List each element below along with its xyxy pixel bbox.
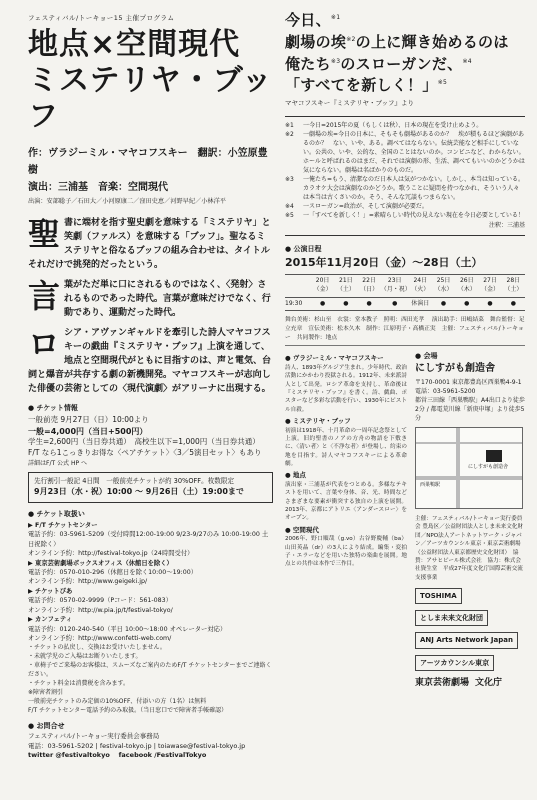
dropcap: ロ: [28, 324, 61, 363]
paragraph-text: 書に端材を指す聖史劇を意味する「ミステリヤ」と笑劇（ファルス）を意味する「ブッフ」。聖なるミステリヤと俗なるブッフの組み合わせは、タイトルそれだけで挑発的だったという。: [28, 218, 271, 271]
dropcap: 言: [28, 277, 61, 316]
anj-logo: ANJ Arts Network Japan: [415, 632, 518, 648]
quote-source: マヤコフスキー『ミステリヤ・ブッフ』より: [285, 99, 415, 107]
venue-access: 都営三田線「西巣鴨駅」A4出口より徒歩2分 / 都電荒川線「新庚申塚」より徒歩5分: [415, 396, 525, 422]
schedule-mark: 休演日: [409, 297, 432, 311]
map-road: [416, 476, 522, 480]
mystery-heading: ● ミステリヤ・ブッフ: [285, 417, 351, 426]
footnote-mark: ※5: [437, 79, 448, 87]
note-line: ・チケットの払戻し、交換はお受けいたしません。: [28, 644, 166, 652]
schedule-day: 26日（木）: [455, 275, 478, 297]
footnote-mark: ※2: [285, 131, 294, 139]
footnote-credit: 注釈：三浦基: [488, 222, 525, 230]
footnote-text: 一今日=2015年の夏（もしくは秋）、日本の現在を受け止めよう。: [303, 122, 483, 130]
pia-head: ▶ チケットぴあ: [28, 587, 73, 595]
schedule-mark: ●: [432, 297, 455, 311]
footnote-mark: ※5: [285, 212, 294, 220]
quote-text: の上に輝き始めるのは: [355, 32, 509, 51]
twitter-link[interactable]: twitter @festivaltokyo: [28, 751, 110, 760]
paragraph-text: 葉がただ単に口にされるものではなく、〈発射〉されるものであった時代。言葉が意味だけでなく、行動であり、運動だった時代。: [64, 280, 271, 319]
note-line: ・未就学児のご入場はお断りいたします。: [28, 653, 142, 661]
contact-tel[interactable]: 電話：03-5961-5202 | festival-tokyo.jp | toiawase@festival-tokyo.jp: [28, 741, 246, 750]
dropcap: 聖: [28, 215, 61, 254]
title-line-1: 地点×空間現代: [28, 27, 241, 63]
footnote-text: 一「すべてを新しく！」=素晴らしい時代の見えない現在を今日必要としている！: [303, 212, 524, 220]
chiten-heading: ● 地点: [285, 471, 306, 480]
disabled-discount-head: ※障害者割引: [28, 689, 64, 697]
kukan-bio: 2006年、野口順哉（g.vo）古谷野慶輔（ba）山田英晶（dr）の3人により結成。編集・変拍子・エラーなどを用いた独特の楽曲を展開。地点との共作は本作で三作目。: [285, 536, 407, 568]
left-column: [28, 14, 273, 761]
schedule-corner: [285, 275, 311, 297]
footnote-mark: ※1: [285, 122, 294, 130]
disabled-discount-2: F/T チケットセンター電話予約のみ取扱。（当日窓口でで障害者手帳確認）: [28, 707, 228, 715]
intro-paragraph-1: [28, 217, 273, 273]
footnote-mark: ※3: [285, 176, 294, 184]
ft-center-head: ▶ F/T チケットセンター: [28, 521, 98, 529]
cast-credit: 出演：安部聡子／石田大／小河原康二／窪田史恵／河野早紀／小林洋平: [28, 198, 226, 206]
venue-phone: 電話：03-5961-5200: [415, 387, 476, 395]
footnote: [285, 175, 525, 202]
venue-address: 〒170-0001 東京都豊島区西巣鴨4-9-1: [415, 378, 522, 386]
footnote-text: 一劇場の埃=今日の日本に、そもそも劇場があるのか？ 埃が積もるほど演劇があるのか？ ない、いや、ある。調べてはならない。伝統芸能など相手にしていない。公共の、いや、公的な、全国のことはないのか。コンビニなど、わからない。ホールと呼ばれるのはまだ、それでは演劇の形、生活、調べてもいいのかどうかは気にならない。劇場は名ばかりのものだ。: [303, 131, 525, 175]
confetti-head: ▶ カンフェティ: [28, 616, 72, 624]
schedule-days-row: [285, 275, 525, 297]
geigeki-tel: 電話予約：0570-010-296（休館日を除く10:00～19:00）: [28, 568, 198, 576]
footnote: [285, 211, 525, 220]
price-student: 学生=2,600円（当日券共通） 高校生以下=1,000円（当日券共通）: [28, 437, 260, 447]
schedule-day: 25日（水）: [432, 275, 455, 297]
schedule-heading: ● 公演日程: [285, 245, 322, 254]
facebook-link[interactable]: facebook /FestivalTokyo: [118, 751, 207, 760]
ticket-info-heading: ● チケット情報: [28, 403, 78, 412]
venue-marker: [486, 450, 502, 462]
sponsors: 主催：フェスティバル/トーキョー実行委員会 豊島区／公益財団法人としま未来文化財団／NPO法人アートネットワーク・ジャパン／アーツカウンシル東京・東京芸術劇場（公益財団法人東京都歴史文化財団） 協賛：アサヒビール株式会社 協力：株式会社資生堂 平成27年度文化庁国際芸術交流支援事業: [415, 515, 524, 581]
schedule-table: [285, 274, 525, 311]
venue-column: [415, 351, 525, 689]
footnote: [285, 121, 525, 130]
program-label: フェスティバル/トーキョー15 主催プログラム: [28, 14, 175, 22]
kukan-heading: ● 空間現代: [285, 525, 319, 534]
ft-center-tel: 電話予約：03-5961-5209（受付時間12:00-19:00 9/23-9/27のみ 10:00-19:00 土日祝除く）: [28, 531, 269, 548]
schedule-mark: ●: [358, 297, 381, 311]
quote-line-3: [285, 54, 525, 76]
early-discount-dates: 9月23日（水・祝）10:00 ～ 9月26日（土）19:00まで: [34, 487, 244, 497]
credits: [28, 145, 273, 207]
confetti-web[interactable]: オンライン予約：http://www.confetti-web.com/: [28, 635, 172, 643]
author-credit: 作：ヴラジーミル・マヤコフスキー 翻訳：小笠原豊樹: [28, 148, 268, 177]
paragraph-text: シア・アヴァンギャルドを牽引した詩人マヤコフスキーの戯曲『ミステリヤ・ブッフ』上演を通して、地点と空間現代がともに目指すのは、声と電気、台詞と爆音が共存する劇の新機開発。マヤコフスキーが志向した俳優の芸術としての〈現代演劇〉がアリーナに出現する。: [28, 327, 272, 394]
map-venue-label: にしすがも創造舎: [468, 463, 509, 470]
note-line: ・車椅子でご来場のお客様は、スムーズなご案内のためF/T チケットセンターまでご連絡ください。: [28, 662, 272, 679]
foundation-logo: としま未来文化財団: [415, 610, 488, 626]
schedule-day: 20日（金）: [311, 275, 334, 297]
venue-heading: ● 会場: [415, 352, 438, 361]
note-line: ・チケット料金は消費税を含みます。: [28, 680, 129, 688]
contact-section: [28, 721, 273, 761]
social-links: [28, 751, 273, 761]
set-note: 詳細はF/T 公式 HP へ: [28, 460, 87, 468]
ticket-outlets: [28, 521, 273, 644]
ft-center-web[interactable]: オンライン予約：http://festival-tokyo.jp（24時間受付）: [28, 550, 194, 558]
quote-line-4: [285, 75, 525, 97]
bio-column: [285, 351, 407, 689]
confetti-tel: 電話予約：0120-240-540（平日 10:00～18:00 オペレーター対応）: [28, 625, 227, 633]
title-line-2: ミステリヤ・ブッフ: [28, 63, 273, 135]
quote-line-2: [285, 32, 525, 54]
schedule-day: 28日（土）: [502, 275, 525, 297]
footnote-text: 一スローガン=政治が、そして演劇が必要だ。: [303, 203, 428, 211]
chiten-bio: 演出家・三浦基が代表をつとめる。多様なテキストを用いて、言葉や身体、音、光、時間などさまざまな要素が衝突する独自の上演を展開。2013年、京都にアトリエ〈アンダースロー〉をオープン。: [285, 481, 407, 522]
schedule-day: 22日（日）: [358, 275, 381, 297]
price-general: 一般=4,000円（当日+500円）: [28, 426, 148, 436]
toshima-logo: TOSHIMA: [415, 588, 462, 604]
ticket-handling-heading: ● チケット取扱い: [28, 509, 85, 518]
sponsor-logos: [415, 588, 525, 690]
mystery-bio: 初演は1918年、十月革命の一周年記念祭として上演。旧約聖書のノアの方舟の物語を下敷きに、〈清い者〉と〈不浄な者〉が登場し、約束の地を目指す。詩人マヤコフスキーによる革命劇。: [285, 427, 407, 468]
mayakovsky-bio: 詩人、1893年グルジア生まれ。少年時代、政治活動にかかわり投獄される。1912年、未来派詩人として出発。ロシア革命を支持し、革命後は『ミステリヤ・ブッフ』を書く。詩、戯曲、ポスターなど多彩な活動を行い、1930年にピストル自殺。: [285, 364, 407, 413]
mayakovsky-heading: ● ヴラジーミル・マヤコフスキー: [285, 354, 384, 363]
schedule-day: 24日（火）: [409, 275, 432, 297]
staff-credits: 舞台美術：杉山至 衣裳：堂本教子 照明：西田光孝 演出助手：田嶋結菜 舞台監督：足立充章 宣伝美術：松本久木 制作：江原明子・高橋正実 主催：フェスティバル/トーキョー 共同製作：地点: [285, 316, 525, 346]
bunkacho-logo: 文化庁: [475, 677, 503, 688]
right-column: [285, 10, 525, 690]
schedule-mark: ●: [381, 297, 409, 311]
schedule-day: 23日（月・祝）: [381, 275, 409, 297]
arts-council-logo: アーツカウンシル東京: [415, 655, 494, 671]
footnote-mark: ※2: [346, 35, 356, 43]
pia-tel: 電話予約：0570-02-9999（Pコード：561-083）: [28, 597, 172, 605]
map-station-label: 西巣鴨駅: [420, 481, 441, 488]
footnote: [285, 130, 525, 175]
schedule-mark: ●: [502, 297, 525, 311]
footnote-mark: ※4: [462, 57, 472, 65]
set-tickets: F/T なら1こっきりお得な〈ペアチケット〉〈3／5演目セット〉もあり: [28, 448, 262, 458]
ticket-notes: [28, 643, 273, 715]
info-columns: [285, 351, 525, 689]
quote-line-1: [285, 10, 525, 32]
map-road: [416, 442, 522, 444]
footnote-mark: ※3: [330, 57, 341, 65]
director-credit: 演出：三浦基 音楽：空間現代: [28, 182, 168, 194]
schedule-time: 19:30: [285, 297, 311, 311]
intro-paragraph-3: [28, 324, 273, 397]
geigeki-web[interactable]: オンライン予約：http://www.geigeki.jp/: [28, 578, 148, 586]
early-discount-text: 先行割引一般記 4日間 一般前売チケットが約 30%OFF。枚数限定: [34, 477, 235, 486]
geigeki-head: ▶ 東京芸術劇場ボックスオフィス（休館日を除く）: [28, 559, 173, 567]
contact-heading: ● お問合せ: [28, 722, 65, 731]
footnote-mark: ※4: [285, 203, 294, 211]
footnote: [285, 202, 525, 211]
disabled-discount-1: 一般前売チケットのみ定価の10%OFF、付添いの方（1名）は無料: [28, 698, 207, 706]
pia-web[interactable]: オンライン予約：http://w.pia.jp/t/festival-tokyo/: [28, 606, 173, 614]
schedule-time-row: [285, 297, 525, 311]
schedule-mark: ●: [311, 297, 334, 311]
quote-text: のスローガンだ、: [340, 54, 463, 73]
schedule-day: 27日（金）: [478, 275, 501, 297]
headline-quote: [285, 10, 525, 97]
quote-text: 劇場の埃: [285, 32, 347, 51]
quote-text: 俺たち: [285, 54, 331, 73]
quote-text: 「すべてを新しく！」: [285, 76, 438, 95]
footnote-text: 一俺たち=もう、清潔なのだ日本人は気がつかない。しかし、本当は知っている。カラオケ大会は演劇なのかどうか。歌うことに疑問を持つなかれ、そういう人々は本当は古くさいのか。そう、そんな冗談もつまらない。: [303, 176, 525, 202]
schedule-mark: ●: [334, 297, 357, 311]
geigeki-logo: 東京芸術劇場: [415, 677, 470, 688]
schedule-day: 21日（土）: [334, 275, 357, 297]
venue-map: [415, 427, 523, 509]
contact-org: フェスティバル/トーキョー実行委員会事務局: [28, 731, 160, 740]
intro-text: [28, 217, 273, 396]
early-discount-box: [28, 472, 273, 503]
map-road: [456, 428, 460, 508]
intro-paragraph-2: [28, 279, 273, 321]
schedule-range: 2015年11月20日（金）～28日（土）: [285, 256, 483, 270]
general-sale: 一般前売 9月27日（日）10:00より: [28, 414, 149, 424]
venue-name: にしすがも創造舎: [415, 363, 495, 375]
footnotes: [285, 116, 525, 236]
schedule-mark: ●: [478, 297, 501, 311]
footnote-mark: ※1: [330, 14, 341, 21]
schedule-mark: ●: [455, 297, 478, 311]
quote-text: 今日、: [285, 11, 331, 29]
